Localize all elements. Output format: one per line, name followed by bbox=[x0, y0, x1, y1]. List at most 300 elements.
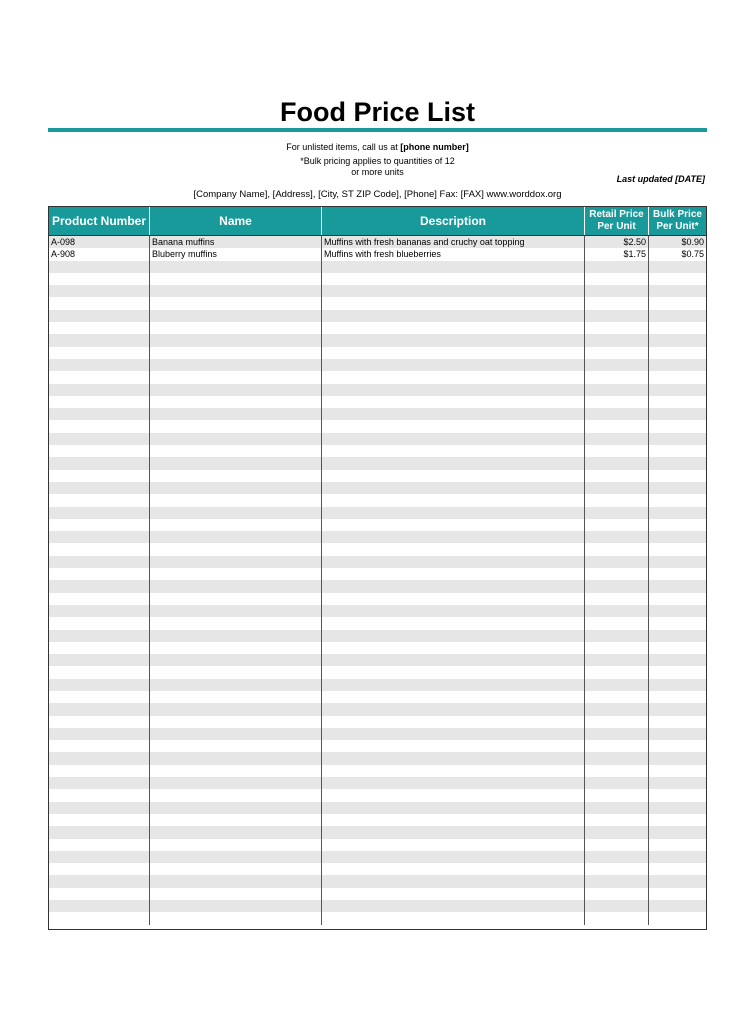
cell-name bbox=[150, 568, 322, 580]
cell-product-number bbox=[49, 433, 150, 445]
table-row bbox=[49, 359, 706, 371]
cell-retail-price bbox=[585, 839, 649, 851]
table-row bbox=[49, 556, 706, 568]
cell-retail-price bbox=[585, 593, 649, 605]
cell-bulk-price bbox=[649, 433, 706, 445]
table-row bbox=[49, 863, 706, 875]
cell-product-number bbox=[49, 666, 150, 678]
cell-description bbox=[322, 765, 585, 777]
table-row bbox=[49, 248, 706, 260]
cell-retail-price bbox=[585, 531, 649, 543]
cell-name bbox=[150, 322, 322, 334]
cell-name bbox=[150, 420, 322, 432]
cell-bulk-price bbox=[649, 839, 706, 851]
cell-product-number bbox=[49, 457, 150, 469]
cell-product-number bbox=[49, 826, 150, 838]
header-bulk-price: Bulk Price Per Unit* bbox=[653, 209, 702, 232]
cell-name bbox=[150, 912, 322, 924]
header-product-number: Product Number bbox=[49, 207, 150, 235]
table-row bbox=[49, 371, 706, 383]
cell-name bbox=[150, 777, 322, 789]
cell-description bbox=[322, 703, 585, 715]
price-table bbox=[48, 206, 707, 930]
cell-retail-price bbox=[585, 863, 649, 875]
cell-name bbox=[150, 851, 322, 863]
cell-name bbox=[150, 630, 322, 642]
cell-description bbox=[322, 457, 585, 469]
table-row bbox=[49, 814, 706, 826]
cell-product-number bbox=[49, 654, 150, 666]
cell-bulk-price bbox=[649, 507, 706, 519]
cell-name bbox=[150, 642, 322, 654]
cell-description bbox=[322, 322, 585, 334]
unlisted-items-note bbox=[0, 142, 755, 153]
cell-name bbox=[150, 507, 322, 519]
cell-retail-price bbox=[585, 494, 649, 506]
cell-name bbox=[150, 900, 322, 912]
cell-product-number bbox=[49, 875, 150, 887]
cell-description bbox=[322, 740, 585, 752]
cell-bulk-price bbox=[649, 703, 706, 715]
cell-bulk-price bbox=[649, 814, 706, 826]
cell-product-number bbox=[49, 420, 150, 432]
cell-description bbox=[322, 826, 585, 838]
last-updated: Last updated [DATE] bbox=[616, 174, 705, 184]
cell-name bbox=[150, 543, 322, 555]
cell-bulk-price bbox=[649, 654, 706, 666]
cell-retail-price bbox=[585, 912, 649, 924]
table-row bbox=[49, 580, 706, 592]
cell-name bbox=[150, 334, 322, 346]
cell-product-number bbox=[49, 642, 150, 654]
cell-product-number bbox=[49, 519, 150, 531]
cell-description: Muffins with fresh blueberries bbox=[322, 248, 585, 260]
cell-bulk-price bbox=[649, 310, 706, 322]
cell-name bbox=[150, 494, 322, 506]
cell-bulk-price bbox=[649, 371, 706, 383]
cell-description bbox=[322, 482, 585, 494]
cell-product-number bbox=[49, 851, 150, 863]
table-row bbox=[49, 297, 706, 309]
cell-name bbox=[150, 408, 322, 420]
cell-product-number bbox=[49, 334, 150, 346]
cell-product-number bbox=[49, 716, 150, 728]
cell-description bbox=[322, 470, 585, 482]
cell-bulk-price bbox=[649, 617, 706, 629]
cell-retail-price bbox=[585, 273, 649, 285]
table-row bbox=[49, 322, 706, 334]
table-row bbox=[49, 445, 706, 457]
table-row bbox=[49, 470, 706, 482]
cell-description bbox=[322, 359, 585, 371]
cell-description bbox=[322, 617, 585, 629]
cell-product-number bbox=[49, 752, 150, 764]
cell-name bbox=[150, 691, 322, 703]
cell-bulk-price bbox=[649, 802, 706, 814]
cell-retail-price bbox=[585, 617, 649, 629]
bulk-note-line2: or more units bbox=[351, 167, 404, 177]
table-row bbox=[49, 384, 706, 396]
cell-name bbox=[150, 679, 322, 691]
cell-retail-price bbox=[585, 457, 649, 469]
table-row bbox=[49, 691, 706, 703]
cell-name: Bluberry muffins bbox=[150, 248, 322, 260]
cell-description bbox=[322, 347, 585, 359]
cell-name bbox=[150, 666, 322, 678]
cell-product-number bbox=[49, 740, 150, 752]
table-row bbox=[49, 728, 706, 740]
cell-product-number bbox=[49, 839, 150, 851]
cell-bulk-price bbox=[649, 728, 706, 740]
cell-name bbox=[150, 273, 322, 285]
cell-name bbox=[150, 617, 322, 629]
cell-product-number bbox=[49, 556, 150, 568]
cell-bulk-price: $0.90 bbox=[681, 237, 704, 247]
cell-bulk-price: $0.75 bbox=[681, 249, 704, 260]
table-row bbox=[49, 777, 706, 789]
cell-retail-price bbox=[585, 875, 649, 887]
cell-product-number bbox=[49, 482, 150, 494]
cell-description bbox=[322, 531, 585, 543]
cell-retail-price bbox=[585, 728, 649, 740]
cell-name bbox=[150, 752, 322, 764]
cell-product-number bbox=[49, 802, 150, 814]
cell-name bbox=[150, 789, 322, 801]
cell-retail-price bbox=[585, 900, 649, 912]
cell-product-number bbox=[49, 347, 150, 359]
cell-retail-price bbox=[585, 802, 649, 814]
cell-description bbox=[322, 716, 585, 728]
cell-product-number bbox=[49, 543, 150, 555]
cell-name bbox=[150, 371, 322, 383]
cell-name bbox=[150, 863, 322, 875]
cell-product-number bbox=[49, 261, 150, 273]
cell-bulk-price bbox=[649, 740, 706, 752]
cell-bulk-price bbox=[649, 691, 706, 703]
cell-bulk-price bbox=[649, 334, 706, 346]
cell-product-number bbox=[49, 617, 150, 629]
cell-description bbox=[322, 642, 585, 654]
table-row bbox=[49, 531, 706, 543]
cell-name bbox=[150, 396, 322, 408]
cell-description bbox=[322, 875, 585, 887]
cell-name bbox=[150, 519, 322, 531]
cell-bulk-price bbox=[649, 826, 706, 838]
cell-retail-price bbox=[585, 740, 649, 752]
cell-retail-price bbox=[585, 777, 649, 789]
table-row bbox=[49, 826, 706, 838]
cell-retail-price bbox=[585, 679, 649, 691]
cell-bulk-price bbox=[649, 863, 706, 875]
cell-name bbox=[150, 703, 322, 715]
company-info: [Company Name], [Address], [City, ST ZIP Code], [Phone] Fax: [FAX] www.worddox.org bbox=[193, 189, 562, 200]
cell-bulk-price bbox=[649, 679, 706, 691]
cell-description bbox=[322, 556, 585, 568]
cell-name bbox=[150, 839, 322, 851]
cell-bulk-price bbox=[649, 568, 706, 580]
cell-product-number bbox=[49, 593, 150, 605]
cell-product-number bbox=[49, 912, 150, 924]
cell-product-number bbox=[49, 494, 150, 506]
unlisted-items-text: For unlisted items, call us at bbox=[286, 142, 401, 152]
cell-name bbox=[150, 654, 322, 666]
cell-bulk-price bbox=[649, 666, 706, 678]
cell-bulk-price bbox=[649, 900, 706, 912]
cell-bulk-price bbox=[649, 777, 706, 789]
cell-description bbox=[322, 310, 585, 322]
cell-bulk-price bbox=[649, 297, 706, 309]
cell-bulk-price bbox=[649, 420, 706, 432]
cell-retail-price bbox=[585, 568, 649, 580]
page-title: Food Price List bbox=[279, 97, 476, 127]
cell-description bbox=[322, 752, 585, 764]
cell-bulk-price bbox=[649, 752, 706, 764]
cell-description bbox=[322, 777, 585, 789]
table-row bbox=[49, 507, 706, 519]
cell-name bbox=[150, 728, 322, 740]
cell-product-number bbox=[49, 888, 150, 900]
cell-description bbox=[322, 814, 585, 826]
cell-description bbox=[322, 851, 585, 863]
cell-bulk-price bbox=[649, 765, 706, 777]
cell-retail-price bbox=[585, 322, 649, 334]
cell-bulk-price bbox=[649, 273, 706, 285]
cell-retail-price bbox=[585, 642, 649, 654]
cell-description bbox=[322, 691, 585, 703]
table-row bbox=[49, 433, 706, 445]
table-row bbox=[49, 630, 706, 642]
cell-product-number bbox=[49, 507, 150, 519]
cell-name bbox=[150, 716, 322, 728]
cell-product-number bbox=[49, 703, 150, 715]
header-description: Description bbox=[322, 207, 585, 235]
cell-retail-price: $2.50 bbox=[585, 236, 649, 248]
cell-name bbox=[150, 359, 322, 371]
cell-bulk-price bbox=[649, 261, 706, 273]
cell-bulk-price bbox=[649, 556, 706, 568]
cell-description bbox=[322, 285, 585, 297]
cell-retail-price bbox=[585, 371, 649, 383]
cell-description bbox=[322, 568, 585, 580]
cell-product-number bbox=[49, 580, 150, 592]
cell-retail-price bbox=[585, 420, 649, 432]
cell-retail-price bbox=[585, 691, 649, 703]
cell-product-number bbox=[49, 396, 150, 408]
cell-name bbox=[150, 826, 322, 838]
cell-bulk-price bbox=[649, 457, 706, 469]
cell-description bbox=[322, 839, 585, 851]
cell-name bbox=[150, 470, 322, 482]
cell-product-number bbox=[49, 297, 150, 309]
cell-name bbox=[150, 888, 322, 900]
cell-description bbox=[322, 396, 585, 408]
table-row bbox=[49, 457, 706, 469]
cell-product-number bbox=[49, 765, 150, 777]
cell-retail-price bbox=[585, 556, 649, 568]
table-row bbox=[49, 593, 706, 605]
cell-product-number bbox=[49, 273, 150, 285]
cell-name bbox=[150, 802, 322, 814]
table-row bbox=[49, 261, 706, 273]
cell-product-number bbox=[49, 310, 150, 322]
table-row bbox=[49, 679, 706, 691]
cell-product-number bbox=[49, 384, 150, 396]
table-row bbox=[49, 519, 706, 531]
bulk-note-line1: *Bulk pricing applies to quantities of 12 bbox=[300, 156, 455, 166]
cell-retail-price bbox=[585, 310, 649, 322]
cell-description bbox=[322, 863, 585, 875]
cell-name bbox=[150, 384, 322, 396]
cell-retail-price bbox=[585, 433, 649, 445]
cell-retail-price bbox=[585, 482, 649, 494]
cell-name bbox=[150, 445, 322, 457]
table-row bbox=[49, 494, 706, 506]
table-row bbox=[49, 617, 706, 629]
cell-description bbox=[322, 802, 585, 814]
cell-name bbox=[150, 605, 322, 617]
cell-bulk-price bbox=[649, 396, 706, 408]
cell-product-number bbox=[49, 322, 150, 334]
table-row bbox=[49, 802, 706, 814]
table-row bbox=[49, 482, 706, 494]
cell-bulk-price bbox=[649, 470, 706, 482]
cell-description bbox=[322, 371, 585, 383]
cell-product-number bbox=[49, 531, 150, 543]
cell-retail-price bbox=[585, 851, 649, 863]
table-row bbox=[49, 543, 706, 555]
table-row bbox=[49, 752, 706, 764]
cell-description bbox=[322, 543, 585, 555]
cell-retail-price bbox=[585, 396, 649, 408]
cell-product-number bbox=[49, 691, 150, 703]
title-divider bbox=[48, 128, 707, 132]
cell-name bbox=[150, 433, 322, 445]
cell-product-number bbox=[49, 285, 150, 297]
cell-retail-price bbox=[585, 605, 649, 617]
cell-description bbox=[322, 679, 585, 691]
cell-description bbox=[322, 519, 585, 531]
cell-retail-price: $1.75 bbox=[585, 248, 649, 260]
table-row bbox=[49, 642, 706, 654]
cell-description bbox=[322, 334, 585, 346]
cell-retail-price bbox=[585, 765, 649, 777]
cell-name bbox=[150, 310, 322, 322]
cell-name bbox=[150, 261, 322, 273]
cell-description bbox=[322, 630, 585, 642]
table-row bbox=[49, 347, 706, 359]
table-row bbox=[49, 568, 706, 580]
cell-bulk-price bbox=[649, 285, 706, 297]
cell-bulk-price bbox=[649, 888, 706, 900]
cell-retail-price bbox=[585, 359, 649, 371]
cell-description bbox=[322, 912, 585, 924]
cell-description bbox=[322, 261, 585, 273]
table-row bbox=[49, 273, 706, 285]
cell-product-number bbox=[49, 814, 150, 826]
cell-retail-price bbox=[585, 445, 649, 457]
cell-description bbox=[322, 384, 585, 396]
cell-description bbox=[322, 507, 585, 519]
cell-retail-price bbox=[585, 716, 649, 728]
cell-description bbox=[322, 654, 585, 666]
table-row bbox=[49, 408, 706, 420]
cell-name bbox=[150, 765, 322, 777]
table-row bbox=[49, 310, 706, 322]
cell-product-number bbox=[49, 630, 150, 642]
cell-retail-price bbox=[585, 630, 649, 642]
cell-description bbox=[322, 445, 585, 457]
cell-description bbox=[322, 728, 585, 740]
cell-bulk-price bbox=[649, 642, 706, 654]
table-row bbox=[49, 236, 706, 248]
header-retail-price: Retail Price Per Unit bbox=[585, 207, 649, 235]
table-header bbox=[49, 207, 706, 236]
cell-retail-price bbox=[585, 347, 649, 359]
cell-bulk-price bbox=[649, 347, 706, 359]
cell-bulk-price bbox=[649, 789, 706, 801]
cell-retail-price bbox=[585, 580, 649, 592]
cell-bulk-price bbox=[649, 519, 706, 531]
cell-name bbox=[150, 531, 322, 543]
cell-bulk-price bbox=[649, 851, 706, 863]
cell-product-number bbox=[49, 777, 150, 789]
cell-bulk-price bbox=[649, 593, 706, 605]
phone-number-placeholder: [phone number] bbox=[400, 142, 469, 152]
cell-retail-price bbox=[585, 470, 649, 482]
cell-bulk-price bbox=[649, 875, 706, 887]
cell-description bbox=[322, 666, 585, 678]
cell-product-number bbox=[49, 470, 150, 482]
cell-bulk-price bbox=[649, 605, 706, 617]
cell-product-number: A-908 bbox=[49, 248, 150, 260]
cell-description bbox=[322, 273, 585, 285]
table-row bbox=[49, 875, 706, 887]
cell-bulk-price bbox=[649, 322, 706, 334]
cell-retail-price bbox=[585, 334, 649, 346]
cell-name bbox=[150, 814, 322, 826]
table-row bbox=[49, 888, 706, 900]
table-body bbox=[49, 236, 706, 925]
cell-retail-price bbox=[585, 297, 649, 309]
cell-retail-price bbox=[585, 703, 649, 715]
cell-retail-price bbox=[585, 654, 649, 666]
cell-product-number bbox=[49, 679, 150, 691]
table-row bbox=[49, 740, 706, 752]
cell-name: Banana muffins bbox=[150, 236, 322, 248]
cell-name bbox=[150, 482, 322, 494]
table-row bbox=[49, 765, 706, 777]
table-row bbox=[49, 900, 706, 912]
cell-bulk-price bbox=[649, 359, 706, 371]
table-row bbox=[49, 839, 706, 851]
cell-retail-price bbox=[585, 285, 649, 297]
cell-product-number: A-098 bbox=[49, 236, 150, 248]
cell-description bbox=[322, 605, 585, 617]
cell-bulk-price bbox=[649, 543, 706, 555]
cell-retail-price bbox=[585, 814, 649, 826]
cell-description bbox=[322, 433, 585, 445]
cell-bulk-price bbox=[649, 494, 706, 506]
table-row bbox=[49, 334, 706, 346]
table-row bbox=[49, 716, 706, 728]
header-name: Name bbox=[150, 207, 322, 235]
cell-retail-price bbox=[585, 261, 649, 273]
table-row bbox=[49, 851, 706, 863]
cell-name bbox=[150, 740, 322, 752]
cell-retail-price bbox=[585, 408, 649, 420]
cell-description bbox=[322, 408, 585, 420]
cell-description bbox=[322, 900, 585, 912]
